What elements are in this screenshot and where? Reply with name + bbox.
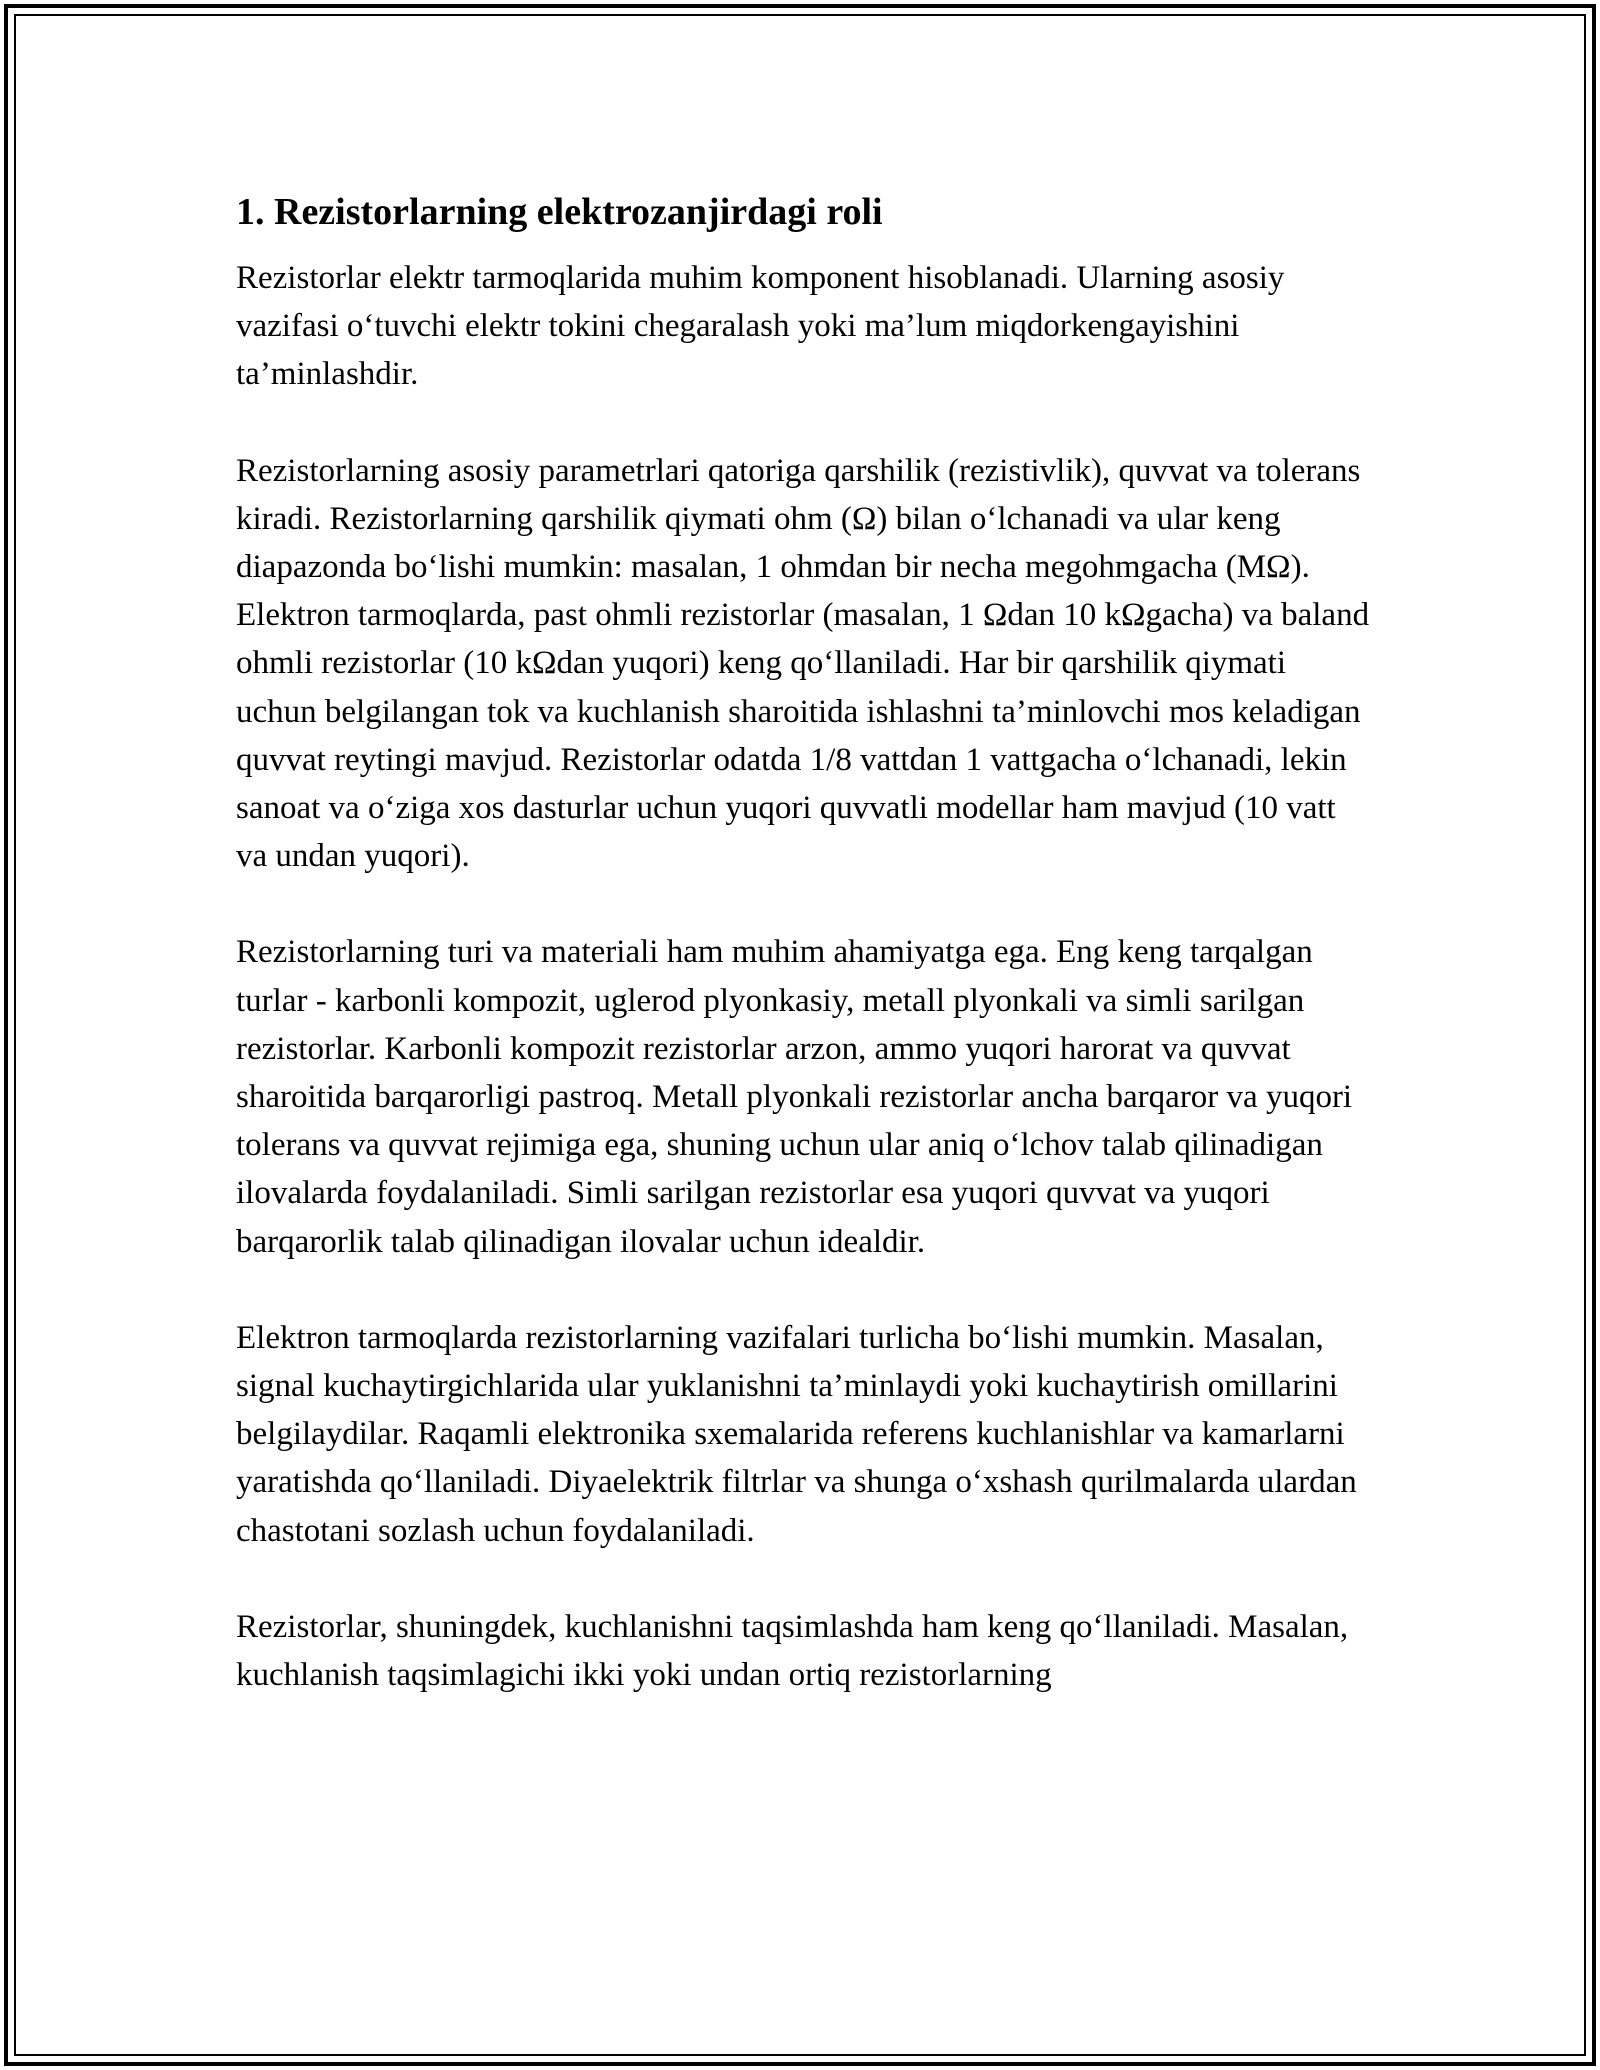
paragraph-types: Rezistorlarning turi va materiali ham muhim ahamiyatga ega. Eng keng tarqalgan turlar - karbonli kompozit, uglerod plyonkasiy, metall plyonkali va simli sarilgan rezistorlar. Karbonli kompozit rezistorlar arzon, ammo yuqori harorat va quvvat sharoitida barqarorligi pastroq. Metall plyonkali rezistorlar ancha barqaror va yuqori tolerans va quvvat rejimiga ega, shuning uchun ular aniq o‘lchov talab qilinadigan ilovalarda foydalaniladi. Simli sarilgan rezistorlar esa yuqori quvvat va yuqori barqarorlik talab qilinadigan ilovalar uchun idealdir. bbox=[236, 934, 1353, 1260]
section-title: 1. Rezistorlarning elektrozanjirdagi roli bbox=[236, 191, 883, 233]
paragraph-functions: Elektron tarmoqlarda rezistorlarning vazifalari turlicha bo‘lishi mumkin. Masalan, signal kuchaytirgichlarida ular yuklanishni ta’minlaydi yoki kuchaytirish omillarini belgilaydilar. Raqamli elektronika sxemalarida referens kuchlanishlar va kamarlarni yaratishda qo‘llaniladi. Diyaelektrik filtrlar va shunga o‘xshash qurilmalarda ulardan chastotani sozlash uchun foydalaniladi. bbox=[236, 1319, 1357, 1549]
paragraph-parameters: Rezistorlarning asosiy parametrlari qatoriga qarshilik (rezistivlik), quvvat va tolerans kiradi. Rezistorlarning qarshilik qiymati ohm (Ω) bilan o‘lchanadi va ular keng diapazonda bo‘lishi mumkin: masalan, 1 ohmdan bir necha megohmgacha (MΩ). Elektron tarmoqlarda, past ohmli rezistorlar (masalan, 1 Ωdan 10 kΩgacha) va baland ohmli rezistorlar (10 kΩdan yuqori) keng qo‘llaniladi. Har bir qarshilik qiymati uchun belgilangan tok va kuchlanish sharoitida ishlashni ta’minlovchi mos keladigan quvvat reytingi mavjud. Rezistorlar odatda 1/8 vattdan 1 vattgacha o‘lchanadi, lekin sanoat va o‘ziga xos dasturlar uchun yuqori quvvatli modellar ham mavjud (10 vatt va undan yuqori). bbox=[236, 452, 1370, 875]
paragraph-voltage-divider: Rezistorlar, shuningdek, kuchlanishni taqsimlashda ham keng qo‘llaniladi. Masalan, kuchlanish taqsimlagichi ikki yoki undan ortiq rezistorlarning bbox=[236, 1608, 1349, 1694]
document-page bbox=[236, 186, 1372, 1699]
paragraph-intro: Rezistorlar elektr tarmoqlarida muhim komponent hisoblanadi. Ularning asosiy vazifasi o‘tuvchi elektr tokini chegaralash yoki ma’lum miqdorkengayishini ta’minlashdir. bbox=[236, 260, 1285, 393]
